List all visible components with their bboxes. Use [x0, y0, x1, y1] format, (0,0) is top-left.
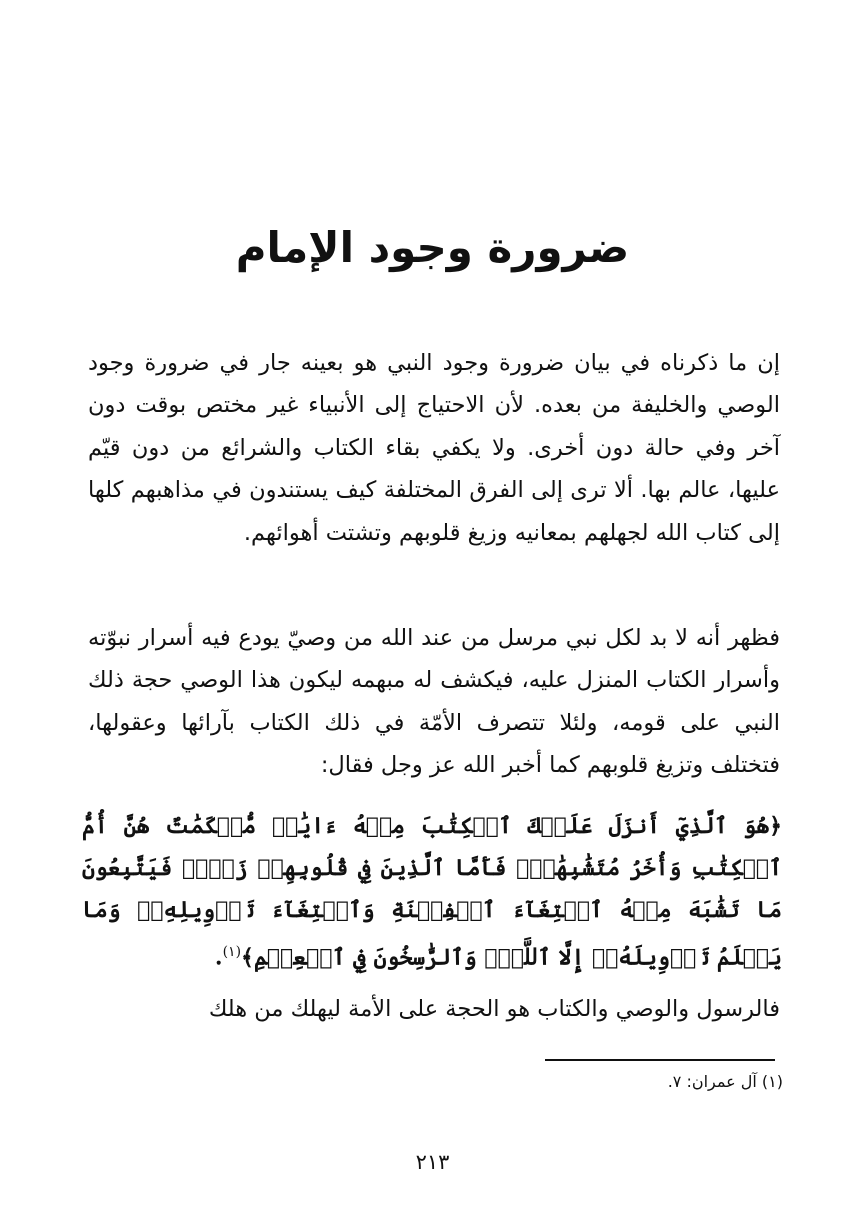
quran-verse-tail: . — [214, 944, 223, 971]
paragraph-2: فظهر أنه لا بد لكل نبي مرسل من عند الله من وصيّ يودع فيه أسرار نبوّته وأسرار الكتاب المنزل عليه، فيكشف له مبهمه ليكون هذا الوصي حجة ذلك النبي على قومه، ولئلا تتصرف الأمّة في ذلك الكتاب بآرائها وعقولها، فتختلف وتزيغ قلوبهم كما أخبر الله عز وجل فقال: — [88, 625, 780, 779]
footnote: (١) آل عمران: ٧. — [667, 1072, 783, 1091]
footnote-divider — [545, 1059, 775, 1061]
page-title: ضرورة وجود الإمام — [235, 223, 630, 272]
quran-verse-block — [82, 805, 782, 978]
paragraph-3: فالرسول والوصي والكتاب هو الحجة على الأمة ليهلك من هلك — [208, 996, 780, 1022]
paragraph-1: إن ما ذكرناه في بيان ضرورة وجود النبي هو بعينه جار في ضرورة وجود الوصي والخليفة من بعده. لأن الاحتياج إلى الأنبياء غير مختص بوقت دون آخر وفي حالة دون أخرى. ولا يكفي بقاء الكتاب والشرائع من دون قيّم عليها، عالم بها. ألا ترى إلى الفرق المختلفة كيف يستندون في مذاهبهم كلها إلى كتاب الله لجهلهم بمعانيه وزيغ قلوبهم وتشتت أهوائهم. — [88, 350, 780, 546]
quran-verse: ﴿هُوَ ٱلَّذِيٓ أَنزَلَ عَلَيۡكَ ٱلۡكِتَٰبَ مِنۡهُ ءَايَٰتٞ مُّحۡكَمَٰتٌ هُنَّ أُمُّ ٱلۡكِتَٰبِ وَأُخَرُ مُتَشَٰبِهَٰتٞۖ فَأَمَّا ٱلَّذِينَ فِي قُلُوبِهِمۡ زَيۡغٞ فَيَتَّبِعُونَ مَا تَشَٰبَهَ مِنۡهُ ٱبۡتِغَآءَ ٱلۡفِتۡنَةِ وَٱبۡتِغَآءَ تَأۡوِيلِهِۦۗ وَمَا يَعۡلَمُ تَأۡوِيلَهُۥٓ إِلَّا ٱللَّهُۗ وَٱلرَّٰسِخُونَ فِي ٱلۡعِلۡمِ﴾ — [82, 813, 782, 971]
page-number: ٢١٣ — [415, 1150, 450, 1174]
footnote-reference: (١) — [222, 944, 242, 960]
